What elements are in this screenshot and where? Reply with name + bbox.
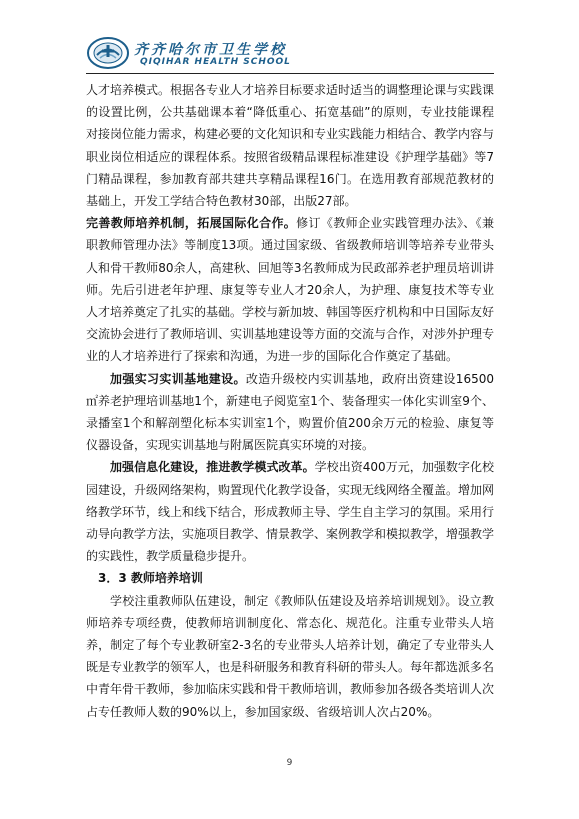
page-header [86, 36, 506, 72]
paragraph-lead: 完善教师培养机制，拓展国际化合作。 [86, 216, 297, 231]
school-name-en: QIQIHAR HEALTH SCHOOL [140, 57, 291, 67]
paragraph [86, 456, 494, 567]
page-number: 9 [286, 758, 293, 768]
paragraph-text: 改造升级校内实训基地，政府出资建设16500㎡养老护理培训基地1个，新建电子阅览室1个、装备理实一体化实训室9个、录播室1个和解剖塑化标本实训室1个，购置价值200余万元的检验、康复等仪器设备，实现实训基地与附属医院真实环境的对接。 [86, 371, 494, 453]
header-divider [86, 73, 494, 74]
paragraph-text: 修订《教师企业实践管理办法》、《兼职教师管理办法》等制度13项。通过国家级、省级教师培训等培养专业带头人和骨干教师80余人，高建秋、回旭等3名教师成为民政部养老护理员培训讲师。先后引进老年护理、康复等专业人才20余人，为护理、康复技术等专业人才培养奠定了扎实的基础。学校与新加坡、韩国等医疗机构和中日国际友好交流协会进行了教师培训、实训基地建设等方面的交流与合作，对涉外护理专业的人才培养进行了探索和沟通，为进一步的国际化合作奠定了基础。 [86, 216, 495, 364]
paragraph [86, 79, 494, 212]
paragraph [86, 212, 494, 367]
paragraph-text: 学校注重教师队伍建设，制定《教师队伍建设及培养培训规划》。设立教师培养专项经费，使教师培训制度化、常态化、规范化。注重专业带头人培养，制定了每个专业教研室2-3名的专业带头人培养计划，确定了专业带头人既是专业教学的领军人，也是科研服务和教育科研的带头人。每年都选派多名中青年骨干教师，参加临床实践和骨干教师培训，教师参加各级各类培训人次占专任教师人数的90%以上，参加国家级、省级培训人次占20%。 [86, 593, 495, 719]
school-name-cn: 齐齐哈尔市卫生学校 [134, 42, 287, 58]
paragraph-text: 人才培养模式。根据各专业人才培养目标要求适时适当的调整理论课与实践课的设置比例，公共基础课本着“降低重心、拓宽基础”的原则，专业技能课程对接岗位能力需求，构建必要的文化知识和专业实践能力相结合、教学内容与职业岗位相适应的课程体系。按照省级精品课程标准建设《护理学基础》等7门精品课程，参加教育部共建共享精品课程16门。在选用教育部规范教材的基础上，开发工学结合特色教材30部，出版27部。 [86, 83, 495, 209]
body-text [86, 79, 494, 723]
paragraph [86, 368, 494, 457]
section-heading: 3．3 教师培养培训 [98, 571, 203, 586]
paragraph-lead: 加强实习实训基地建设。 [110, 371, 246, 386]
paragraph [86, 590, 494, 723]
school-logo-icon [86, 36, 130, 70]
paragraph-lead: 加强信息化建设，推进教学模式改革。 [110, 460, 315, 475]
paragraph-text: 学校出资400万元，加强数字化校园建设，升级网络架构，购置现代化教学设备，实现无线网络全覆盖。增加网络教学环节，线上和线下结合，形成教师主导、学生自主学习的氛围。采用行动导向教学方法，实施项目教学、情景教学、案例教学和模拟教学，增强教学的实践性，教学质量稳步提升。 [86, 460, 495, 564]
